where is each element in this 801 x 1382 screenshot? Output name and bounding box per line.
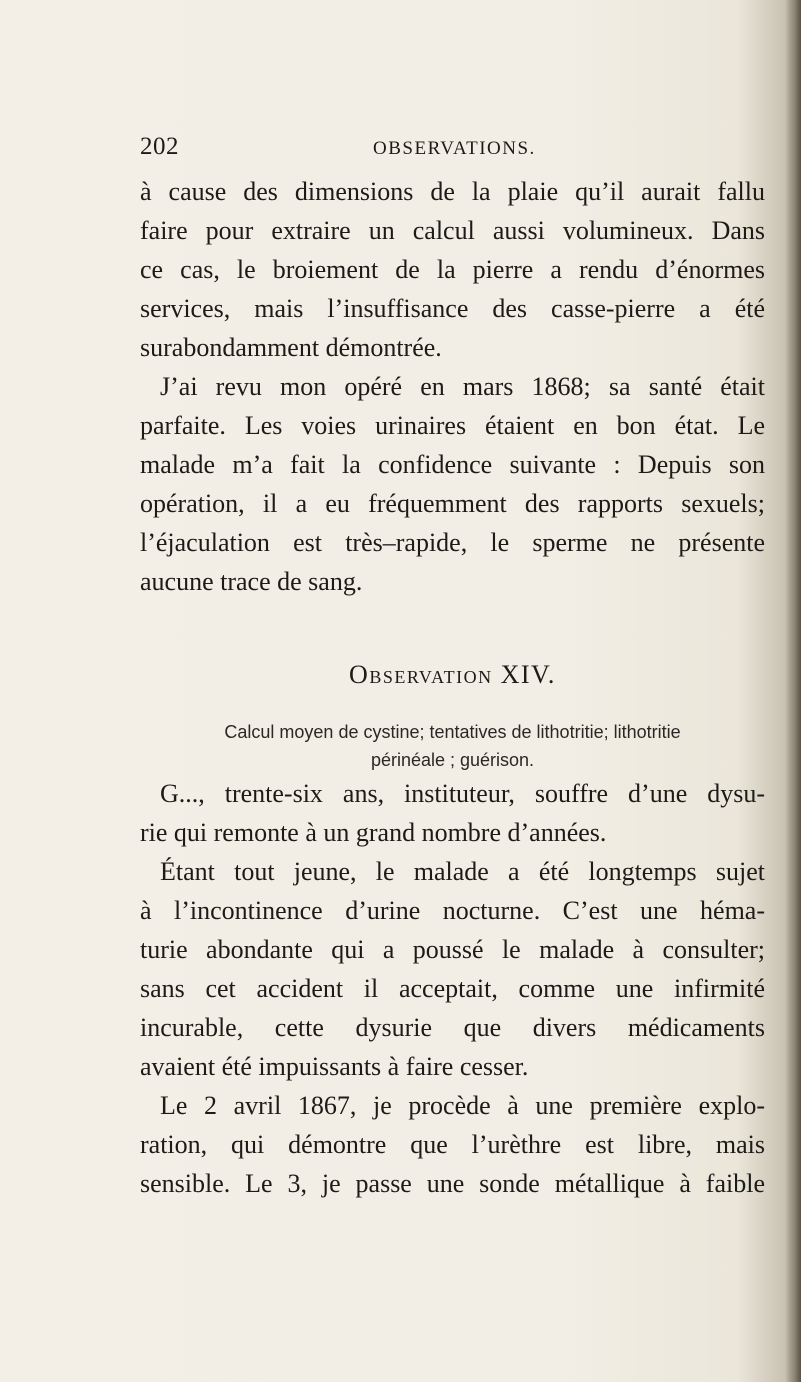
text-line: G..., trente-six ans, instituteur, souffre d’une dysu- — [160, 779, 765, 808]
text-block-top — [140, 172, 765, 601]
page-edge-shadow — [785, 0, 801, 1382]
text-line: Étant tout jeune, le malade a été longtemps sujet — [160, 857, 765, 886]
observation-heading: Observation XIV. — [349, 660, 556, 689]
text-line: aucune trace de sang. — [140, 567, 363, 596]
text-block-bottom — [140, 774, 765, 1203]
text-line: Le 2 avril 1867, je procède à une première explo- — [160, 1091, 765, 1120]
text-line: sans cet accident il acceptait, comme une infirmité — [140, 974, 765, 1003]
observation-summary — [140, 718, 765, 774]
summary-line: périnéale ; guérison. — [370, 750, 535, 770]
text-line: avaient été impuissants à faire cesser. — [140, 1052, 529, 1081]
text-line: incurable, cette dysurie que divers médicaments — [140, 1013, 765, 1042]
text-line: malade m’a fait la confidence suivante : Depuis son — [140, 450, 765, 479]
page-header — [140, 133, 760, 163]
text-line: à l’incontinence d’urine nocturne. C’est une héma- — [140, 896, 765, 925]
text-line: à cause des dimensions de la plaie qu’il aurait fallu — [140, 177, 765, 206]
running-head: OBSERVATIONS. — [373, 138, 536, 159]
text-line: surabondamment démontrée. — [140, 333, 442, 362]
summary-line: Calcul moyen de cystine; tentatives de lithotritie; lithotritie — [224, 722, 681, 742]
text-line: rie qui remonte à un grand nombre d’années. — [140, 818, 607, 847]
text-line: l’éjaculation est très–rapide, le sperme ne présente — [140, 528, 765, 557]
text-line: J’ai revu mon opéré en mars 1868; sa santé était — [160, 372, 765, 401]
text-line: ration, qui démontre que l’urèthre est libre, mais — [140, 1130, 765, 1159]
text-line: ce cas, le broiement de la pierre a rendu d’énormes — [140, 255, 765, 284]
text-line: sensible. Le 3, je passe une sonde métallique à faible — [140, 1169, 765, 1198]
text-line: parfaite. Les voies urinaires étaient en bon état. Le — [140, 411, 765, 440]
text-line: services, mais l’insuffisance des casse-pierre a été — [140, 294, 765, 323]
text-line: opération, il a eu fréquemment des rapports sexuels; — [140, 489, 765, 518]
page-number: 202 — [140, 133, 179, 160]
text-line: turie abondante qui a poussé le malade à consulter; — [140, 935, 765, 964]
text-line: faire pour extraire un calcul aussi volumineux. Dans — [140, 216, 765, 245]
